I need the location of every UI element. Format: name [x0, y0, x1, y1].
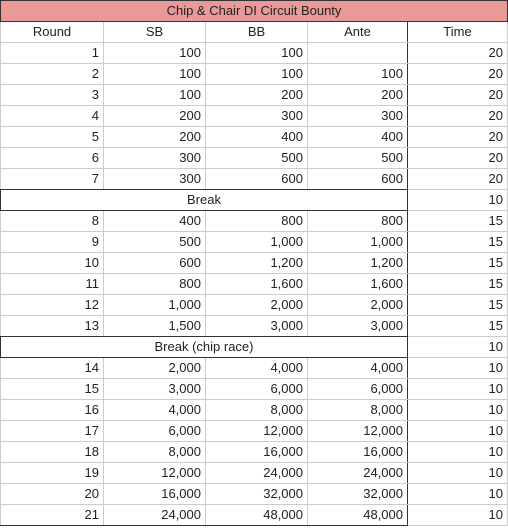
- table-row: [1, 316, 508, 337]
- cell-round[interactable]: 1: [1, 43, 104, 64]
- table-row: [1, 148, 508, 169]
- cell-bb[interactable]: 32,000: [206, 484, 308, 505]
- cell-ante[interactable]: 1,600: [308, 274, 408, 295]
- table-row: [1, 85, 508, 106]
- cell-sb[interactable]: 800: [104, 274, 206, 295]
- cell-time[interactable]: 20: [408, 148, 508, 169]
- cell-round[interactable]: 18: [1, 442, 104, 463]
- cell-ante[interactable]: [308, 43, 408, 64]
- header-ante[interactable]: Ante: [308, 22, 408, 43]
- cell-round[interactable]: 20: [1, 484, 104, 505]
- cell-bb[interactable]: 500: [206, 148, 308, 169]
- cell-ante[interactable]: 3,000: [308, 316, 408, 337]
- cell-round[interactable]: 16: [1, 400, 104, 421]
- cell-bb[interactable]: 48,000: [206, 505, 308, 526]
- cell-ante[interactable]: 48,000: [308, 505, 408, 526]
- table-row: [1, 442, 508, 463]
- cell-ante[interactable]: 1,000: [308, 232, 408, 253]
- table-row: [1, 169, 508, 190]
- cell-ante[interactable]: 2,000: [308, 295, 408, 316]
- header-round[interactable]: Round: [1, 22, 104, 43]
- table-row: [1, 232, 508, 253]
- cell-sb[interactable]: 200: [104, 106, 206, 127]
- cell-round[interactable]: 11: [1, 274, 104, 295]
- cell-sb[interactable]: 300: [104, 148, 206, 169]
- cell-bb[interactable]: 6,000: [206, 379, 308, 400]
- cell-sb[interactable]: 4,000: [104, 400, 206, 421]
- header-sb[interactable]: SB: [104, 22, 206, 43]
- cell-round[interactable]: 3: [1, 85, 104, 106]
- cell-sb[interactable]: 24,000: [104, 505, 206, 526]
- cell-round[interactable]: 7: [1, 169, 104, 190]
- cell-sb[interactable]: 16,000: [104, 484, 206, 505]
- cell-time[interactable]: 10: [408, 421, 508, 442]
- cell-bb[interactable]: 24,000: [206, 463, 308, 484]
- table-row: [1, 400, 508, 421]
- cell-bb[interactable]: 1,200: [206, 253, 308, 274]
- cell-bb[interactable]: 100: [206, 43, 308, 64]
- cell-time[interactable]: 10: [408, 400, 508, 421]
- cell-time[interactable]: 15: [408, 316, 508, 337]
- cell-ante[interactable]: 12,000: [308, 421, 408, 442]
- cell-bb[interactable]: 300: [206, 106, 308, 127]
- cell-sb[interactable]: 300: [104, 169, 206, 190]
- cell-sb[interactable]: 3,000: [104, 379, 206, 400]
- table-title[interactable]: Chip & Chair DI Circuit Bounty: [1, 1, 508, 22]
- cell-time[interactable]: 20: [408, 64, 508, 85]
- cell-round[interactable]: 14: [1, 358, 104, 379]
- table-row: [1, 64, 508, 85]
- cell-sb[interactable]: 100: [104, 85, 206, 106]
- cell-bb[interactable]: 600: [206, 169, 308, 190]
- cell-bb[interactable]: 16,000: [206, 442, 308, 463]
- cell-round[interactable]: 17: [1, 421, 104, 442]
- break-label[interactable]: Break (chip race): [1, 337, 408, 358]
- cell-sb[interactable]: 12,000: [104, 463, 206, 484]
- cell-round[interactable]: 19: [1, 463, 104, 484]
- break-row: [1, 337, 508, 358]
- cell-round[interactable]: 8: [1, 211, 104, 232]
- cell-ante[interactable]: 24,000: [308, 463, 408, 484]
- table-row: [1, 463, 508, 484]
- cell-round[interactable]: 10: [1, 253, 104, 274]
- cell-bb[interactable]: 12,000: [206, 421, 308, 442]
- cell-bb[interactable]: 8,000: [206, 400, 308, 421]
- cell-ante[interactable]: 100: [308, 64, 408, 85]
- cell-bb[interactable]: 400: [206, 127, 308, 148]
- cell-time[interactable]: 10: [408, 463, 508, 484]
- cell-ante[interactable]: 300: [308, 106, 408, 127]
- cell-time[interactable]: 10: [408, 337, 508, 358]
- break-label[interactable]: Break: [1, 190, 408, 211]
- cell-time[interactable]: 15: [408, 274, 508, 295]
- cell-ante[interactable]: 8,000: [308, 400, 408, 421]
- cell-bb[interactable]: 200: [206, 85, 308, 106]
- cell-time[interactable]: 15: [408, 295, 508, 316]
- cell-time[interactable]: 10: [408, 484, 508, 505]
- table-row: [1, 274, 508, 295]
- cell-ante[interactable]: 16,000: [308, 442, 408, 463]
- cell-ante[interactable]: 6,000: [308, 379, 408, 400]
- cell-round[interactable]: 15: [1, 379, 104, 400]
- table-row: [1, 253, 508, 274]
- table-row: [1, 127, 508, 148]
- cell-bb[interactable]: 3,000: [206, 316, 308, 337]
- cell-ante[interactable]: 400: [308, 127, 408, 148]
- cell-sb[interactable]: 1,500: [104, 316, 206, 337]
- cell-bb[interactable]: 4,000: [206, 358, 308, 379]
- cell-time[interactable]: 15: [408, 211, 508, 232]
- cell-bb[interactable]: 1,000: [206, 232, 308, 253]
- table-row: [1, 484, 508, 505]
- cell-time[interactable]: 15: [408, 253, 508, 274]
- cell-round[interactable]: 2: [1, 64, 104, 85]
- cell-sb[interactable]: 600: [104, 253, 206, 274]
- cell-time[interactable]: 15: [408, 232, 508, 253]
- cell-sb[interactable]: 6,000: [104, 421, 206, 442]
- cell-ante[interactable]: 4,000: [308, 358, 408, 379]
- cell-time[interactable]: 20: [408, 169, 508, 190]
- cell-time[interactable]: 10: [408, 505, 508, 526]
- cell-round[interactable]: 13: [1, 316, 104, 337]
- cell-time[interactable]: 20: [408, 127, 508, 148]
- header-bb[interactable]: BB: [206, 22, 308, 43]
- cell-time[interactable]: 10: [408, 358, 508, 379]
- cell-sb[interactable]: 1,000: [104, 295, 206, 316]
- table-row: [1, 358, 508, 379]
- cell-ante[interactable]: 1,200: [308, 253, 408, 274]
- break-row: [1, 190, 508, 211]
- table-row: [1, 421, 508, 442]
- cell-ante[interactable]: 600: [308, 169, 408, 190]
- cell-sb[interactable]: 100: [104, 64, 206, 85]
- cell-time[interactable]: 20: [408, 106, 508, 127]
- cell-round[interactable]: 9: [1, 232, 104, 253]
- header-time[interactable]: Time: [408, 22, 508, 43]
- cell-ante[interactable]: 800: [308, 211, 408, 232]
- header-row: [1, 22, 508, 43]
- cell-time[interactable]: 10: [408, 442, 508, 463]
- cell-time[interactable]: 10: [408, 379, 508, 400]
- cell-sb[interactable]: 500: [104, 232, 206, 253]
- table-row: [1, 106, 508, 127]
- cell-sb[interactable]: 8,000: [104, 442, 206, 463]
- cell-bb[interactable]: 1,600: [206, 274, 308, 295]
- cell-time[interactable]: 20: [408, 43, 508, 64]
- cell-round[interactable]: 6: [1, 148, 104, 169]
- cell-time[interactable]: 10: [408, 190, 508, 211]
- table-row: [1, 211, 508, 232]
- cell-time[interactable]: 20: [408, 85, 508, 106]
- cell-sb[interactable]: 2,000: [104, 358, 206, 379]
- cell-bb[interactable]: 800: [206, 211, 308, 232]
- cell-sb[interactable]: 400: [104, 211, 206, 232]
- cell-bb[interactable]: 100: [206, 64, 308, 85]
- cell-ante[interactable]: 32,000: [308, 484, 408, 505]
- cell-sb[interactable]: 200: [104, 127, 206, 148]
- cell-round[interactable]: 5: [1, 127, 104, 148]
- cell-bb[interactable]: 2,000: [206, 295, 308, 316]
- cell-ante[interactable]: 500: [308, 148, 408, 169]
- table-row: [1, 295, 508, 316]
- cell-ante[interactable]: 200: [308, 85, 408, 106]
- cell-round[interactable]: 12: [1, 295, 104, 316]
- title-row: [1, 1, 508, 22]
- cell-round[interactable]: 21: [1, 505, 104, 526]
- table-row: [1, 379, 508, 400]
- cell-round[interactable]: 4: [1, 106, 104, 127]
- table-row: [1, 43, 508, 64]
- cell-sb[interactable]: 100: [104, 43, 206, 64]
- table-row: [1, 505, 508, 526]
